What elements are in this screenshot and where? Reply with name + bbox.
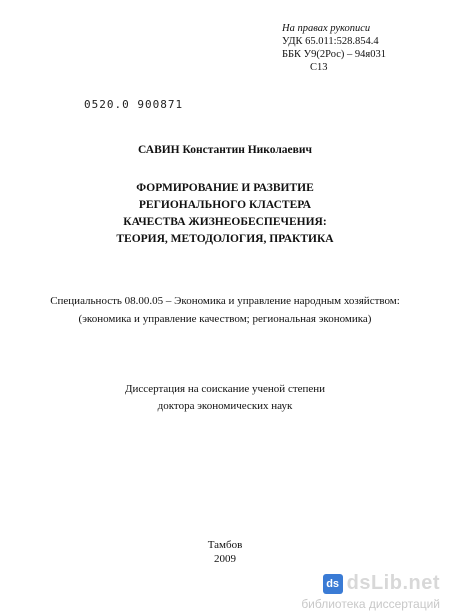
title-line: КАЧЕСТВА ЖИЗНЕОБЕСПЕЧЕНИЯ: — [123, 216, 327, 228]
specialty-block — [0, 292, 450, 328]
author-name: САВИН Константин Николаевич — [138, 144, 312, 156]
author-code: С13 — [310, 62, 328, 73]
publication-rights-block — [282, 22, 386, 74]
title-line: ФОРМИРОВАНИЕ И РАЗВИТИЕ — [136, 182, 314, 194]
specialty-line: Специальность 08.00.05 – Экономика и управление народным хозяйством: — [50, 295, 400, 307]
library-stamp-number: 0520.0 900871 — [84, 98, 184, 111]
rights-heading: На правах рукописи — [282, 23, 371, 34]
watermark[interactable] — [323, 572, 440, 595]
watermark-logo-text: dsLib.net — [346, 572, 440, 594]
watermark-logo[interactable] — [323, 572, 440, 595]
bbk-code: ББК У9(2Рос) – 94я031 — [282, 49, 386, 60]
city-name: Тамбов — [207, 539, 243, 551]
dslib-logo-icon: ds — [323, 574, 343, 594]
watermark-subtitle: библиотека диссертаций — [301, 597, 440, 611]
title-line: ТЕОРИЯ, МЕТОДОЛОГИЯ, ПРАКТИКА — [116, 233, 334, 245]
title-line: РЕГИОНАЛЬНОГО КЛАСТЕРА — [138, 199, 312, 211]
degree-block — [0, 381, 450, 415]
udk-code: УДК 65.011:528.854.4 — [282, 36, 379, 47]
degree-line: Диссертация на соискание ученой степени — [124, 383, 326, 395]
degree-line: доктора экономических наук — [157, 400, 293, 412]
dissertation-title — [0, 180, 450, 248]
specialty-line: (экономика и управление качеством; региональная экономика) — [78, 313, 372, 325]
year: 2009 — [214, 553, 236, 565]
place-and-year — [0, 538, 450, 566]
